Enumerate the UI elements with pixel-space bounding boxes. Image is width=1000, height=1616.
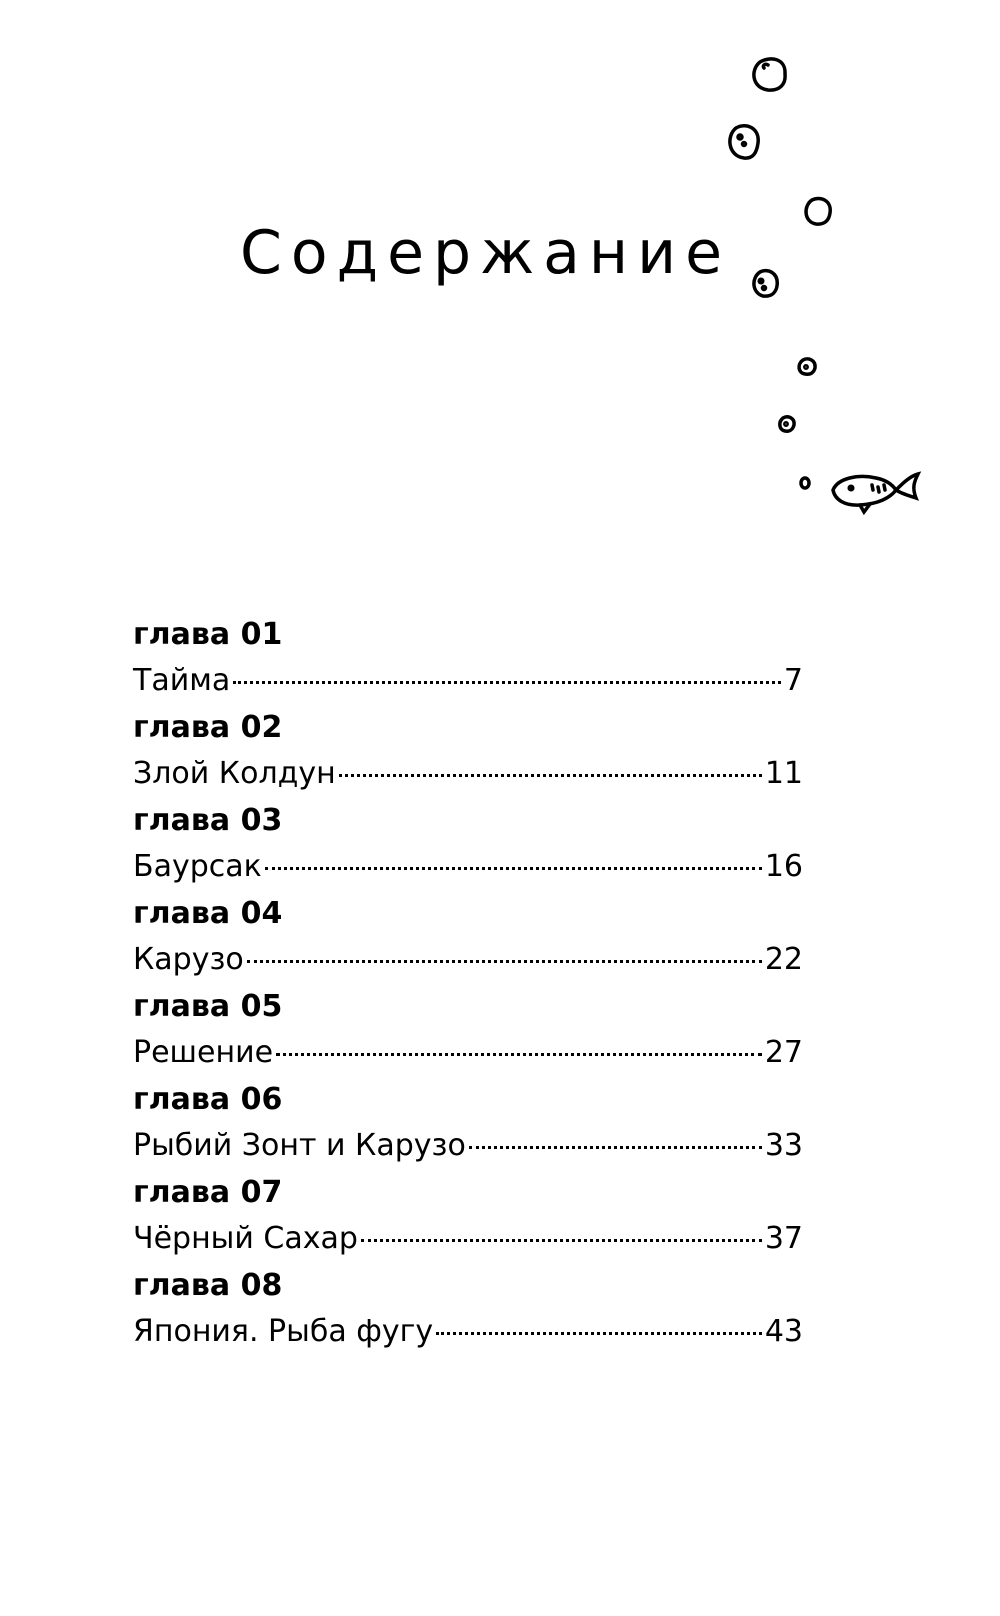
toc-chapter	[133, 1173, 803, 1266]
chapter-title: Баурсак	[133, 849, 262, 884]
dot-leader	[361, 1239, 762, 1242]
page-number: 33	[764, 1128, 803, 1163]
bubble-icon	[801, 478, 809, 488]
page-number: 43	[764, 1314, 803, 1349]
chapter-label: глава 01	[133, 617, 283, 652]
bubble-icon	[754, 271, 777, 296]
dot-leader	[436, 1332, 762, 1335]
chapter-title: Чёрный Сахар	[133, 1221, 358, 1256]
toc-chapter	[133, 1080, 803, 1173]
toc-entry[interactable]	[133, 1126, 803, 1166]
toc-entry[interactable]	[133, 1219, 803, 1259]
bubble-icon	[754, 59, 785, 90]
page-number: 27	[764, 1035, 803, 1070]
page-number: 11	[764, 756, 803, 791]
chapter-label: глава 08	[133, 1268, 283, 1303]
bubble-icon	[730, 126, 758, 158]
page-number: 22	[764, 942, 803, 977]
page-title: Содержание	[240, 218, 732, 288]
chapter-label: глава 02	[133, 710, 283, 745]
toc-entry[interactable]	[133, 1312, 803, 1352]
chapter-title: Рыбий Зонт и Карузо	[133, 1128, 466, 1163]
chapter-title: Злой Колдун	[133, 756, 336, 791]
toc-chapter	[133, 615, 803, 708]
toc-entry[interactable]	[133, 847, 803, 887]
dot-leader	[233, 681, 781, 684]
chapter-title: Решение	[133, 1035, 274, 1070]
toc-chapter	[133, 708, 803, 801]
toc-entry[interactable]	[133, 1033, 803, 1073]
toc-entry[interactable]	[133, 754, 803, 794]
chapter-label: глава 05	[133, 989, 283, 1024]
toc-chapter	[133, 801, 803, 894]
toc-chapter	[133, 987, 803, 1080]
chapter-title: Карузо	[133, 942, 244, 977]
chapter-label: глава 07	[133, 1175, 283, 1210]
dot-leader	[265, 867, 762, 870]
dot-leader	[247, 960, 762, 963]
dot-leader	[276, 1053, 762, 1056]
toc-chapter	[133, 894, 803, 987]
chapter-title: Япония. Рыба фугу	[133, 1314, 434, 1349]
chapter-label: глава 03	[133, 803, 283, 838]
bubbles-and-fish-illustration	[700, 40, 930, 530]
toc-entry[interactable]	[133, 661, 803, 701]
page-number: 37	[764, 1221, 803, 1256]
bubble-icon	[780, 417, 794, 431]
fish-icon	[833, 474, 918, 512]
toc-entry[interactable]	[133, 940, 803, 980]
bubble-icon	[806, 199, 830, 225]
chapter-label: глава 04	[133, 896, 283, 931]
dot-leader	[469, 1146, 762, 1149]
page-number: 16	[764, 849, 803, 884]
chapter-title: Тайма	[133, 663, 231, 698]
page-number: 7	[783, 663, 803, 698]
chapter-label: глава 06	[133, 1082, 283, 1117]
toc-chapter	[133, 1266, 803, 1359]
table-of-contents	[133, 615, 803, 1359]
dot-leader	[339, 774, 762, 777]
bubble-icon	[799, 359, 815, 374]
